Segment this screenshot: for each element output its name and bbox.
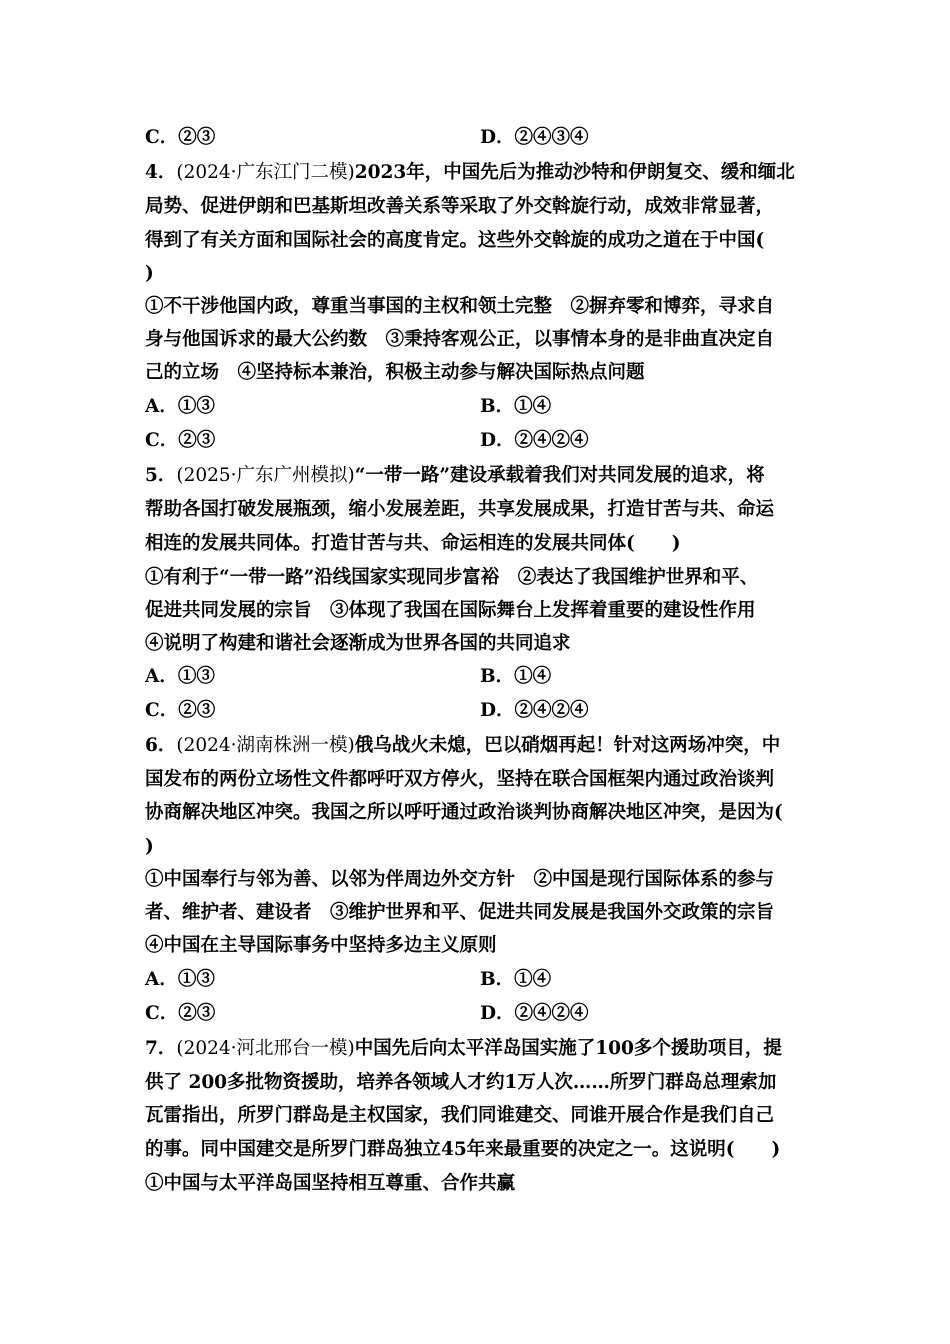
q6-stem-line-1 (145, 733, 780, 759)
q4-source: (2024·广东江门二模) (176, 162, 355, 183)
q5-source: (2025·广东广州模拟) (176, 465, 355, 486)
q5-option-c[interactable]: C．②③ (145, 700, 216, 721)
q7-stem-text-1: 中国先后向太平洋岛国实施了100多个援助项目，提 (354, 1038, 782, 1059)
q5-statement-line-2: 促进共同发展的宗旨 ③体现了我国在国际舞台上发挥着重要的建设性作用 (145, 600, 756, 621)
q5-statement-line-1: ①有利于“一带一路”沿线国家实现同步富裕 ②表达了我国维护世界和平、 (145, 567, 759, 588)
q6-option-d[interactable]: D．②④②④ (480, 1003, 589, 1024)
q7-stem-line-2: 供了 200多批物资援助，培养各领域人才约1万人次……所罗门群岛总理索加 (145, 1072, 777, 1093)
q6-statement-line-3: ④中国在主导国际事务中坚持多边主义原则 (145, 935, 497, 956)
q6-stem-line-3: 协商解决地区冲突。我国之所以呼吁通过政治谈判协商解决地区冲突，是因为( (145, 802, 783, 823)
q6-option-c[interactable]: C．②③ (145, 1003, 216, 1024)
q3-option-d[interactable]: D．②④③④ (480, 127, 589, 148)
q5-option-b[interactable]: B．①④ (480, 666, 552, 687)
q7-stem-line-3: 瓦雷指出，所罗门群岛是主权国家，我们同谁建交、同谁开展合作是我们自己 (145, 1105, 775, 1126)
q4-stem-text-1: 2023年，中国先后为推动沙特和伊朗复交、缓和缅北 (354, 162, 795, 183)
q4-option-d[interactable]: D．②④②④ (480, 430, 589, 451)
q6-stem-line-4: ) (145, 836, 154, 857)
q7-number: 7． (145, 1038, 177, 1059)
q4-stem-line-1 (145, 160, 795, 186)
q4-option-b[interactable]: B．①④ (480, 396, 552, 417)
q6-stem-line-2: 国发布的两份立场性文件都呼吁双方停火，坚持在联合国框架内通过政治谈判 (145, 769, 775, 790)
q3-option-c[interactable]: C．②③ (145, 127, 216, 148)
q7-source: (2024·河北邢台一模) (176, 1038, 355, 1059)
q4-statement-line-3: 己的立场 ④坚持标本兼治，积极主动参与解决国际热点问题 (145, 362, 645, 383)
q4-number: 4． (145, 162, 177, 183)
q7-stem-line-4: 的事。同中国建交是所罗门群岛独立45年来最重要的决定之一。这说明( ) (145, 1139, 781, 1160)
q5-option-d[interactable]: D．②④②④ (480, 700, 589, 721)
q4-stem-line-4: ) (145, 263, 154, 284)
q6-option-b[interactable]: B．①④ (480, 969, 552, 990)
q4-stem-line-3: 得到了有关方面和国际社会的高度肯定。这些外交斡旋的成功之道在于中国( (145, 230, 765, 251)
q7-statement-line-1: ①中国与太平洋岛国坚持相互尊重、合作共赢 (145, 1173, 516, 1194)
q6-statement-line-1: ①中国奉行与邻为善、以邻为伴周边外交方针 ②中国是现行国际体系的参与 (145, 869, 775, 890)
q4-statement-line-1: ①不干涉他国内政，尊重当事国的主权和领土完整 ②摒弃零和博弈，寻求自 (145, 296, 775, 317)
q4-option-a[interactable]: A．①③ (145, 396, 215, 417)
q6-number: 6． (145, 735, 177, 756)
q7-stem-line-1 (145, 1036, 782, 1062)
q6-option-a[interactable]: A．①③ (145, 969, 215, 990)
q5-stem-line-1 (145, 463, 765, 489)
q6-stem-text-1: 俄乌战火未熄，巴以硝烟再起！针对这两场冲突，中 (354, 735, 781, 756)
q4-stem-line-2: 局势、促进伊朗和巴基斯坦改善关系等采取了外交斡旋行动，成效非常显著， (145, 196, 775, 217)
q5-number: 5． (145, 465, 177, 486)
q5-statement-line-3: ④说明了构建和谐社会逐渐成为世界各国的共同追求 (145, 633, 571, 654)
q5-option-a[interactable]: A．①③ (145, 666, 215, 687)
q6-statement-line-2: 者、维护者、建设者 ③维护世界和平、促进共同发展是我国外交政策的宗旨 (145, 902, 775, 923)
q6-source: (2024·湖南株洲一模) (176, 735, 355, 756)
q5-stem-line-3: 相连的发展共同体。打造甘苦与共、命运相连的发展共同体( ) (145, 533, 681, 554)
q5-stem-line-2: 帮助各国打破发展瓶颈，缩小发展差距，共享发展成果，打造甘苦与共、命运 (145, 499, 775, 520)
q4-option-c[interactable]: C．②③ (145, 430, 216, 451)
q4-statement-line-2: 身与他国诉求的最大公约数 ③秉持客观公正，以事情本身的是非曲直决定自 (145, 329, 775, 350)
q5-stem-text-1: “一带一路”建设承载着我们对共同发展的追求，将 (354, 465, 765, 486)
